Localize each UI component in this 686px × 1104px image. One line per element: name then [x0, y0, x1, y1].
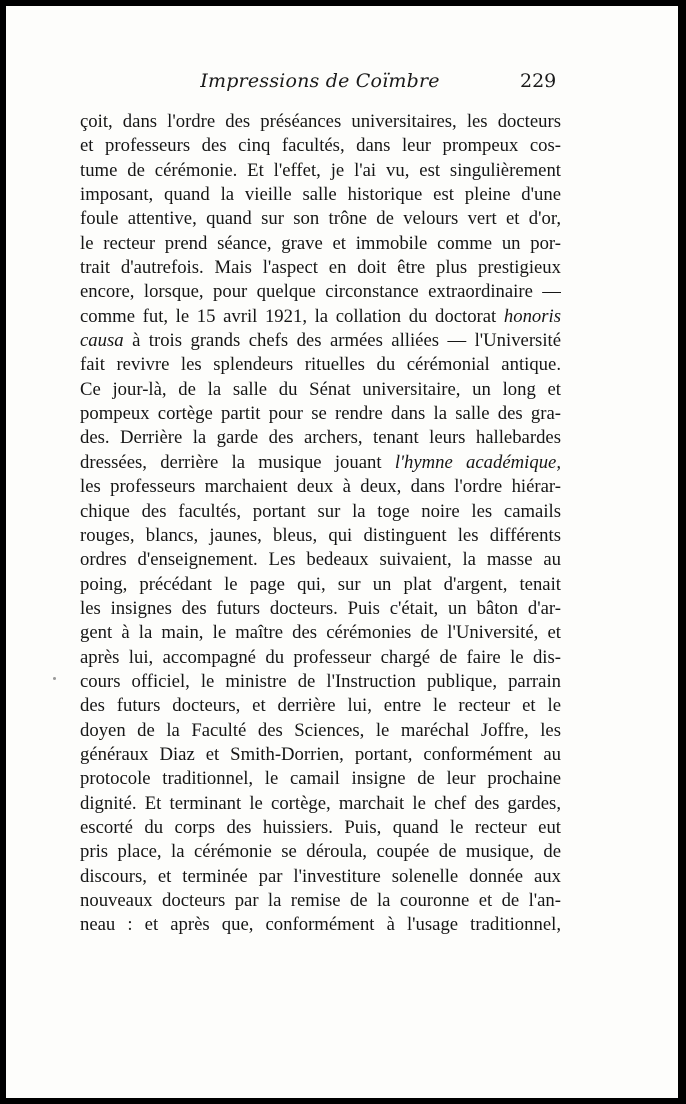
text-line: çoit, dans l'ordre des préséances universitaires, les docteurs [80, 111, 561, 132]
italic-phrase: l'hymne académique, [394, 451, 561, 473]
text-line: imposant, quand la vieille salle historique est pleine d'une [80, 184, 561, 206]
text-line: pompeux cortège partit pour se rendre dans la salle des gra- [80, 403, 561, 425]
text-line: neau : et après que, conformément à l'usage traditionnel, [80, 914, 561, 936]
text-segment: dressées, derrière la musique jouant [80, 451, 382, 473]
text-line: foule attentive, quand sur son trône de velours vert et d'or, [80, 208, 561, 230]
text-line: après lui, accompagné du professeur chargé de faire le dis- [80, 646, 561, 668]
text-line: escorté du corps des huissiers. Puis, quand le recteur eut [80, 816, 561, 838]
text-line: cours officiel, le ministre de l'Instruction publique, parrain [80, 670, 561, 692]
text-line-with-italic [80, 451, 561, 475]
text-line: des futurs docteurs, et derrière lui, entre le recteur et le [80, 695, 561, 717]
text-line: encore, lorsque, pour quelque circonstance extraordinaire — [80, 281, 561, 303]
text-line-with-italic [80, 329, 561, 353]
text-line: Ce jour-là, de la salle du Sénat universitaire, un long et [80, 378, 561, 400]
text-line: doyen de la Faculté des Sciences, le maréchal Joffre, les [80, 719, 561, 741]
text-line: les professeurs marchaient deux à deux, dans l'ordre hiérar- [80, 476, 561, 498]
text-line: fait revivre les splendeurs rituelles du cérémonial antique. [80, 354, 561, 376]
margin-speck [53, 677, 56, 680]
running-title: Impressions de Coïmbre [200, 70, 440, 92]
text-line-with-italic [80, 305, 561, 329]
text-line: protocole traditionnel, le camail insigne de leur prochaine [80, 768, 561, 790]
page-number: 229 [520, 70, 557, 92]
italic-word: causa [80, 330, 124, 352]
text-line: et professeurs des cinq facultés, dans leur prompeux cos- [80, 135, 561, 157]
text-line: trait d'autrefois. Mais l'aspect en doit être plus prestigieux [80, 257, 561, 279]
text-line: pris place, la cérémonie se déroula, coupée de musique, de [80, 841, 561, 863]
text-line: les insignes des futurs docteurs. Puis c'était, un bâton d'ar- [80, 597, 561, 619]
page-header [6, 64, 678, 104]
text-line: tume de cérémonie. Et l'effet, je l'ai vu, est singulièrement [80, 159, 561, 181]
text-line: des. Derrière la garde des archers, tenant leurs hallebardes [80, 427, 561, 449]
book-page [6, 6, 678, 1098]
text-line: poing, précédant le page qui, sur un plat d'argent, tenait [80, 573, 561, 595]
text-line: dignité. Et terminant le cortège, marchait le chef des gardes, [80, 792, 561, 814]
text-line: discours, et terminée par l'investiture solenelle donnée aux [80, 865, 561, 887]
text-line: ordres d'enseignement. Les bedeaux suivaient, la masse au [80, 549, 561, 571]
text-line: le recteur prend séance, grave et immobile comme un por- [80, 232, 561, 254]
text-line: généraux Diaz et Smith-Dorrien, portant, conformément au [80, 743, 561, 765]
body-text [80, 110, 561, 938]
text-segment: comme fut, le 15 avril 1921, la collation du doctorat [80, 305, 497, 327]
text-line: rouges, blancs, jaunes, bleus, qui distinguent les différents [80, 524, 561, 546]
text-line: nouveaux docteurs par la remise de la couronne et de l'an- [80, 890, 561, 911]
text-segment: à trois grands chefs des armées alliées — l'Université [132, 330, 561, 352]
text-line: chique des facultés, portant sur la toge noire les camails [80, 500, 561, 522]
italic-word: honoris [503, 305, 561, 327]
text-line: gent à la main, le maître des cérémonies de l'Université, et [80, 622, 561, 644]
